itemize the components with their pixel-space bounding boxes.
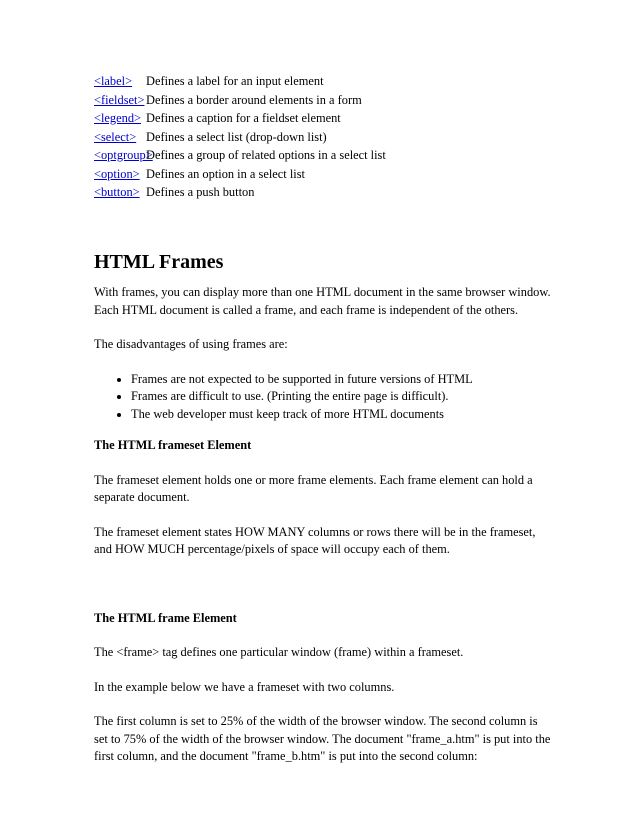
tag-row-legend [94,109,386,128]
tag-description: Defines a label for an input element [146,74,324,88]
tag-description: Defines a push button [146,185,255,199]
tag-row-optgroup [94,146,386,165]
frames-intro-paragraph: With frames, you can display more than one HTML document in the same browser window. Each HTML document is called a frame, and each frame is independent of the others. [94,285,551,317]
tag-link-option[interactable]: <option> [94,166,140,181]
tag-link-fieldset[interactable]: <fieldset> [94,92,145,107]
disadvantages-list [94,371,554,424]
tag-row-fieldset [94,91,386,110]
tag-description: Defines a group of related options in a select list [146,148,386,162]
tag-description: Defines a border around elements in a form [146,92,362,107]
tag-row-button [94,183,386,202]
tag-link-legend[interactable]: <legend> [94,111,142,125]
tag-link-button[interactable]: <button> [94,185,140,199]
tag-row-option [94,165,386,184]
list-item: • Frames are difficult to use. (Printing the entire page is difficult). [131,388,554,406]
tag-link-label[interactable]: <label> [94,74,133,88]
tag-description: Defines an option in a select list [146,166,305,181]
tag-reference-table [94,72,386,202]
frameset-paragraph-1: The frameset element holds one or more frame elements. Each frame element can hold a separate document. [94,472,533,504]
tag-description: Defines a select list (drop-down list) [146,129,327,144]
frame-paragraph-1: The <frame> tag defines one particular window (frame) within a frameset. [94,645,464,659]
frames-heading: HTML Frames [94,251,224,273]
tag-link-optgroup[interactable]: <optgroup> [94,148,153,162]
tag-link-select[interactable]: <select> [94,129,137,144]
list-item: • Frames are not expected to be supported in future versions of HTML [131,371,554,389]
tag-row-label [94,72,386,91]
article-content [94,250,554,783]
disadvantages-intro: The disadvantages of using frames are: [94,337,288,351]
frame-heading: The HTML frame Element [94,610,237,625]
frameset-heading: The HTML frameset Element [94,438,252,452]
list-item: • The web developer must keep track of more HTML documents [131,406,554,424]
tag-row-select [94,128,386,147]
frame-paragraph-3: The first column is set to 25% of the width of the browser window. The second column is set to 75% of the width of the browser window. The document "frame_a.htm" is put into the first column, and the document "frame_b.htm" is put into the second column: [94,714,551,763]
frameset-paragraph-2: The frameset element states HOW MANY columns or rows there will be in the frameset, and HOW MUCH percentage/pixels of space will occupy each of them. [94,524,536,556]
tag-description: Defines a caption for a fieldset element [146,111,341,125]
frame-paragraph-2: In the example below we have a frameset with two columns. [94,679,395,694]
